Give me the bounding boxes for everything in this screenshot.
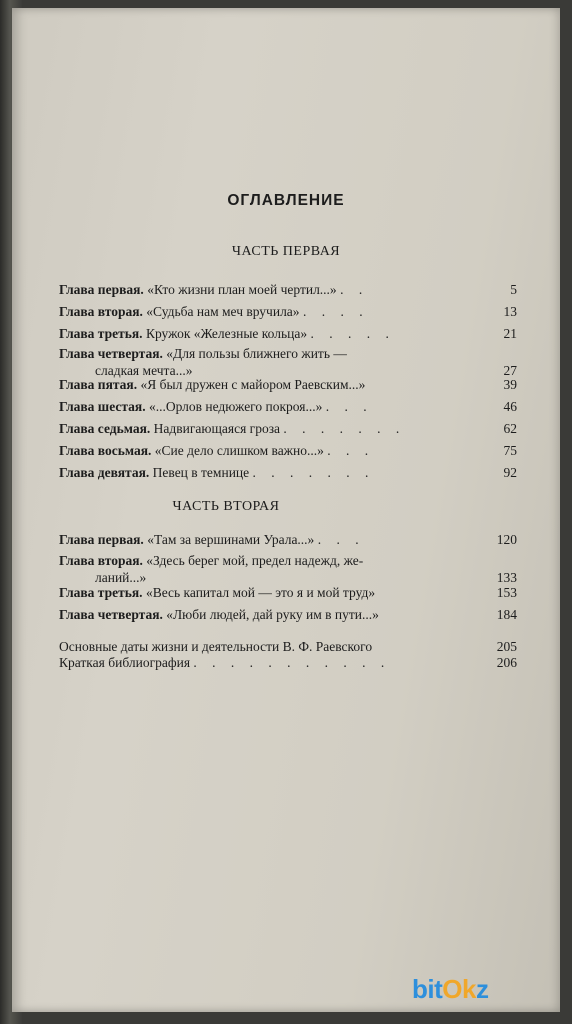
- entry-text: «Для пользы ближнего жить —: [166, 346, 347, 361]
- entry-text: «...Орлов недюжего покроя...»: [148, 399, 323, 414]
- entry-label: Глава вторая.: [59, 304, 143, 319]
- entry-text: «Судьба нам меч вручила»: [146, 304, 300, 319]
- entry-page: 21: [503, 326, 517, 341]
- part-two-title: ЧАСТЬ ВТОРАЯ: [172, 499, 280, 514]
- toc-entry[interactable]: Глава первая. «Там за вершинами Урала...» . . . 120: [59, 532, 517, 547]
- toc-entry[interactable]: Глава третья. Кружок «Железные кольца» . . . . . 21: [59, 326, 517, 341]
- entry-label: Глава четвертая.: [59, 346, 163, 361]
- toc-entry[interactable]: Глава первая. «Кто жизни план моей чертил...» . . 5: [59, 282, 517, 297]
- toc-entry[interactable]: Глава шестая. «...Орлов недюжего покроя...» . . . 46: [59, 399, 517, 414]
- entry-text: «Здесь берег мой, предел надежд, же-: [146, 553, 364, 568]
- entry-text-line2: ланий...»: [95, 570, 147, 585]
- entry-label: Глава четвертая.: [59, 607, 163, 622]
- toc-entry[interactable]: Глава восьмая. «Сие дело слишком важно...» . . . 75: [59, 443, 517, 458]
- entry-page: 92: [503, 465, 517, 480]
- entry-label: Глава восьмая.: [59, 443, 152, 458]
- toc-entry[interactable]: Глава девятая. Певец в темнице . . . . . . . 92: [59, 465, 517, 480]
- entry-text: «Весь капитал мой — это я и мой труд»: [145, 585, 376, 600]
- entry-page: 205: [496, 639, 517, 654]
- entry-text: «Кто жизни план моей чертил...»: [147, 282, 337, 297]
- entry-text: Основные даты жизни и деятельности В. Ф. Раевского: [59, 639, 373, 654]
- entry-page: 153: [496, 585, 517, 600]
- book-page: [12, 8, 560, 1012]
- entry-text: «Там за вершинами Урала...»: [147, 532, 315, 547]
- entry-page: 46: [503, 399, 517, 414]
- entry-text: Надвигающаяся гроза: [153, 421, 281, 436]
- entry-label: Глава вторая.: [59, 553, 143, 568]
- toc-entry[interactable]: [59, 552, 517, 586]
- entry-page: 62: [503, 421, 517, 436]
- entry-text: «Я был дружен с майором Раевским...»: [140, 377, 366, 392]
- entry-page: 75: [503, 443, 517, 458]
- toc-entry[interactable]: [59, 376, 517, 393]
- entry-page: 27: [503, 363, 517, 378]
- entry-page: 13: [503, 304, 517, 319]
- entry-text: Кружок «Железные кольца»: [145, 326, 308, 341]
- entry-label: Глава девятая.: [59, 465, 150, 480]
- entry-page: 206: [496, 655, 517, 670]
- toc-entry[interactable]: [59, 606, 517, 623]
- toc-extra-entry[interactable]: Краткая библиография . . . . . . . . . . . 206: [59, 655, 517, 670]
- entry-page: 5: [510, 282, 517, 297]
- bitokz-watermark-logo: bitOkz: [412, 974, 489, 1004]
- part-one-title: ЧАСТЬ ПЕРВАЯ: [231, 244, 341, 259]
- entry-label: Глава пятая.: [59, 377, 138, 392]
- entry-label: Глава первая.: [59, 282, 144, 297]
- toc-entry[interactable]: [59, 584, 517, 601]
- entry-label: Глава седьмая.: [59, 421, 151, 436]
- entry-text-line2: сладкая мечта...»: [95, 363, 193, 378]
- entry-page: 184: [496, 607, 517, 622]
- entry-text: «Сие дело слишком важно...»: [154, 443, 324, 458]
- entry-label: Глава третья.: [59, 585, 143, 600]
- entry-label: Глава шестая.: [59, 399, 146, 414]
- toc-entry[interactable]: Глава седьмая. Надвигающаяся гроза . . . . . . . 62: [59, 421, 517, 436]
- toc-title: ОГЛАВЛЕНИЕ: [227, 192, 345, 209]
- toc-entry[interactable]: Глава вторая. «Судьба нам меч вручила» . . . . 13: [59, 304, 517, 319]
- entry-text: Краткая библиография: [59, 655, 191, 670]
- entry-text: «Люби людей, дай руку им в пути...»: [166, 607, 379, 622]
- entry-label: Глава первая.: [59, 532, 144, 547]
- toc-entry[interactable]: [59, 345, 517, 379]
- entry-page: 133: [496, 570, 517, 585]
- entry-page: 39: [503, 377, 517, 392]
- toc-extra-entry[interactable]: [59, 638, 517, 655]
- entry-text: Певец в темнице: [152, 465, 250, 480]
- entry-label: Глава третья.: [59, 326, 143, 341]
- entry-page: 120: [496, 532, 517, 547]
